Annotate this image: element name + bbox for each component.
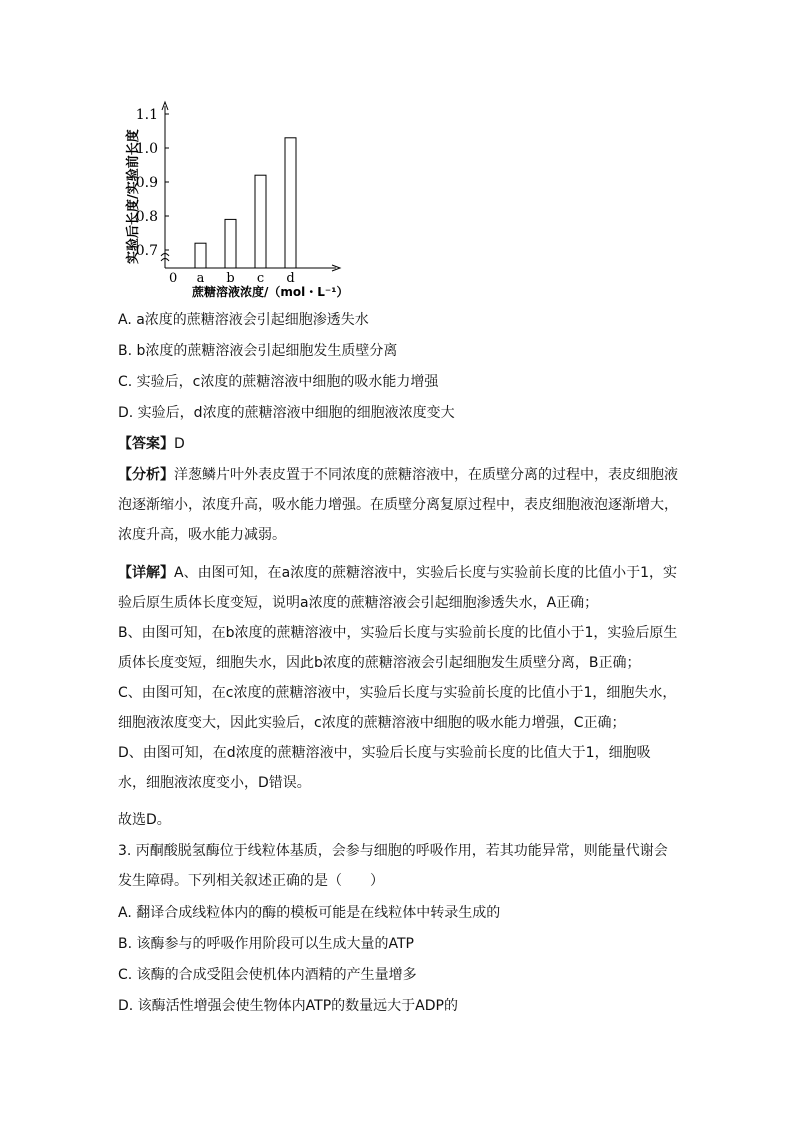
y-tick-label: 0.7 [135, 243, 158, 259]
analysis-text: 洋葱鳞片叶外表皮置于不同浓度的蔗糖溶液中，在质壁分离的过程中，表皮细胞液泡逐渐缩小，浓度升高，吸水能力增强。在质壁分离复原过程中，表皮细胞液泡逐渐增大，浓度升高，吸水能力减弱。 [118, 467, 678, 543]
bar-b [225, 219, 236, 268]
y-tick-label: 0.9 [135, 175, 158, 191]
q3-option-b: B. 该酶参与的呼吸作用阶段可以生成大量的ATP [118, 936, 414, 952]
x-tick-label: d [286, 271, 295, 286]
q3-option-a: A. 翻译合成线粒体内的酶的模板可能是在线粒体中转录生成的 [118, 905, 501, 921]
q2-option-b: B. b浓度的蔗糖溶液会引起细胞发生质壁分离 [118, 343, 398, 359]
bar-d [285, 138, 296, 268]
detail-label: 【详解】 [118, 565, 174, 581]
q2-conclusion: 故选D。 [118, 812, 171, 828]
q2-option-d: D. 实验后，d浓度的蔗糖溶液中细胞的细胞液浓度变大 [118, 405, 455, 421]
q2-analysis [118, 460, 678, 550]
x-tick-label: c [256, 271, 265, 286]
y-tick-label: 1.0 [135, 141, 158, 157]
answer-value: D [174, 436, 185, 452]
bar-a [195, 243, 206, 268]
x-tick-label: b [226, 271, 235, 286]
bar-chart [118, 96, 358, 306]
y-axis-label: 实验后长度/实验前长度 [126, 129, 141, 264]
answer-label: 【答案】 [118, 436, 174, 452]
q2-detail-d: D、由图可知，在d浓度的蔗糖溶液中，实验后长度与实验前长度的比值大于1，细胞吸水，细胞液浓度变小，D错误。 [118, 745, 651, 791]
q2-detail-c: C、由图可知，在c浓度的蔗糖溶液中，实验后长度与实验前长度的比值小于1，细胞失水，细胞液浓度变大，因此实验后，c浓度的蔗糖溶液中细胞的吸水能力增强，C正确； [118, 685, 677, 731]
q2-answer [118, 434, 185, 454]
y-tick-label: 1.1 [135, 107, 158, 123]
x-axis-label: 蔗糖溶液浓度/（mol・L⁻¹） [192, 285, 349, 299]
q2-detail-b: B、由图可知，在b浓度的蔗糖溶液中，实验后长度与实验前长度的比值小于1，实验后原生质体长度变短，细胞失水，因此b浓度的蔗糖溶液会引起细胞发生质壁分离，B正确； [118, 625, 678, 671]
detail-a-text: A、由图可知，在a浓度的蔗糖溶液中，实验后长度与实验前长度的比值小于1，实验后原生质体长度变短，说明a浓度的蔗糖溶液会引起细胞渗透失水，A正确； [118, 565, 678, 611]
origin-label: 0 [169, 271, 178, 286]
q2-option-c: C. 实验后，c浓度的蔗糖溶液中细胞的吸水能力增强 [118, 374, 439, 390]
x-tick-label: a [196, 271, 205, 286]
q3-option-c: C. 该酶的合成受阻会使机体内酒精的产生量增多 [118, 967, 417, 983]
analysis-label: 【分析】 [118, 467, 174, 483]
q2-option-a: A. a浓度的蔗糖溶液会引起细胞渗透失水 [118, 312, 369, 328]
q3-stem: 3. 丙酮酸脱氢酶位于线粒体基质，会参与细胞的呼吸作用，若其功能异常，则能量代谢会发生障碍。下列相关叙述正确的是（ ） [118, 843, 668, 889]
q2-detail-a [118, 558, 678, 618]
y-tick-label: 0.8 [135, 209, 158, 225]
q3-option-d: D. 该酶活性增强会使生物体内ATP的数量远大于ADP的 [118, 998, 458, 1014]
bar-c [255, 175, 266, 268]
